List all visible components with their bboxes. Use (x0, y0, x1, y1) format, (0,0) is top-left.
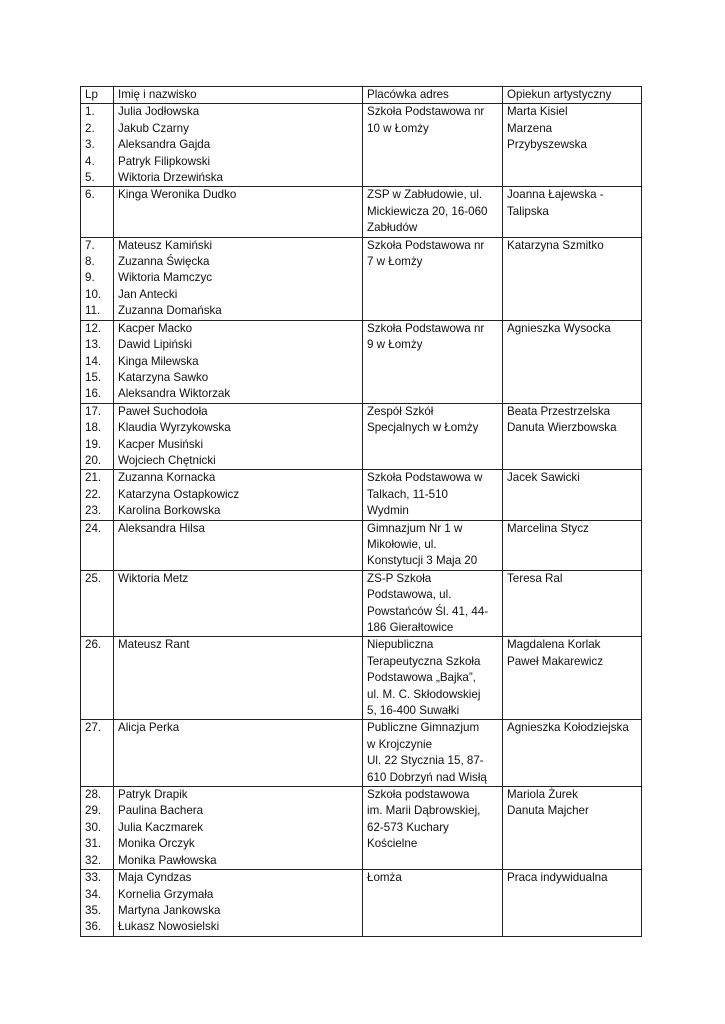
table-row (81, 570, 642, 637)
cell-place (363, 520, 503, 570)
tutor-name: Talipska (507, 204, 549, 218)
cell-names (114, 403, 363, 470)
lp-number: 23. (85, 504, 102, 518)
table-row (81, 720, 642, 787)
lp-number: 26. (85, 638, 102, 652)
table-row (81, 470, 642, 520)
place-address-line: ZS-P Szkoła (367, 571, 432, 585)
participant-name: Wiktoria Metz (118, 571, 189, 585)
participant-name: Dawid Lipiński (118, 338, 193, 352)
lp-number: 2. (85, 121, 95, 135)
place-address-line: Talkach, 11-510 (367, 487, 448, 501)
cell-names (114, 104, 363, 187)
table-body (81, 104, 642, 936)
participant-name: Aleksandra Hilsa (118, 521, 205, 535)
cell-names (114, 787, 363, 870)
table-row (81, 520, 642, 570)
lp-number: 6. (85, 188, 95, 202)
participant-name: Wojciech Chętnicki (118, 453, 216, 467)
place-address-line: 186 Gierałtowice (367, 621, 454, 634)
cell-place (363, 320, 503, 403)
tutor-name: Paweł Makarewicz (507, 654, 603, 668)
place-address-line: Specjalnych w Łomży (367, 421, 479, 435)
table-header-row (81, 87, 642, 104)
cell-tutor (503, 104, 642, 187)
place-address-line: Terapeutyczna Szkoła (367, 654, 481, 668)
participant-name: Łukasz Nowosielski (118, 920, 220, 934)
cell-names (114, 237, 363, 320)
participant-name: Jakub Czarny (118, 121, 189, 135)
cell-tutor (503, 520, 642, 570)
tutor-name: Przybyszewska (507, 138, 587, 152)
lp-number: 10. (85, 287, 102, 301)
place-address-line: 7 w Łomży (367, 255, 423, 269)
cell-names (114, 870, 363, 937)
place-address-line: Konstytucji 3 Maja 20 (367, 554, 478, 568)
tutor-name: Danuta Majcher (507, 804, 589, 818)
place-address-line: Zabłudów (367, 221, 418, 235)
participant-name: Klaudia Wyrzykowska (118, 421, 231, 435)
cell-place (363, 187, 503, 237)
place-address-line: Ul. 22 Stycznia 15, 87- (367, 754, 484, 768)
place-address-line: Szkoła Podstawowa nr (367, 105, 485, 119)
participant-name: Wiktoria Drzewińska (118, 171, 224, 185)
place-address-line: Niepubliczna (367, 638, 434, 652)
participant-name: Katarzyna Sawko (118, 370, 209, 384)
participant-name: Julia Kaczmarek (118, 820, 204, 834)
header-lp: Lp (81, 87, 114, 104)
cell-tutor (503, 187, 642, 237)
tutor-name: Beata Przestrzelska (507, 404, 611, 418)
lp-number: 5. (85, 171, 95, 185)
place-address-line: Podstawowa, ul. (367, 588, 452, 602)
cell-names (114, 187, 363, 237)
participant-name: Julia Jodłowska (118, 105, 200, 119)
cell-tutor (503, 637, 642, 720)
lp-number: 13. (85, 338, 102, 352)
participant-name: Zuzanna Kornacka (118, 471, 216, 485)
table-row (81, 787, 642, 870)
participant-name: Kornelia Grzymała (118, 887, 214, 901)
tutor-name: Danuta Wierzbowska (507, 421, 617, 435)
cell-tutor (503, 720, 642, 787)
place-address-line: Mickiewicza 20, 16-060 (367, 204, 488, 218)
lp-number: 24. (85, 521, 102, 535)
participant-name: Mateusz Kamiński (118, 238, 213, 252)
lp-number: 18. (85, 421, 102, 435)
cell-place (363, 637, 503, 720)
lp-number: 16. (85, 387, 102, 401)
cell-tutor (503, 870, 642, 937)
participant-name: Aleksandra Wiktorzak (118, 387, 231, 401)
cell-place (363, 787, 503, 870)
lp-number: 31. (85, 837, 102, 851)
place-address-line: Szkoła podstawowa (367, 788, 470, 802)
place-address-line: ul. M. C. Skłodowskiej (367, 687, 481, 701)
place-address-line: 62-573 Kuchary (367, 820, 449, 834)
lp-number: 7. (85, 238, 95, 252)
participant-name: Patryk Filipkowski (118, 154, 211, 168)
tutor-name: Marzena (507, 121, 553, 135)
participant-name: Wiktoria Mamczyc (118, 271, 213, 285)
participant-name: Patryk Drapik (118, 788, 188, 802)
table-row (81, 237, 642, 320)
lp-number: 20. (85, 453, 102, 467)
lp-number: 14. (85, 354, 102, 368)
place-address-line: Powstańców Śl. 41, 44- (367, 604, 489, 618)
place-address-line: 610 Dobrzyń nad Wisłą (367, 770, 487, 784)
cell-lp (81, 520, 114, 570)
lp-number: 9. (85, 271, 95, 285)
place-address-line: w Krojczynie (367, 737, 433, 751)
cell-lp (81, 870, 114, 937)
participant-name: Kacper Musiński (118, 437, 204, 451)
place-address-line: ZSP w Zabłudowie, ul. (367, 188, 483, 202)
cell-lp (81, 787, 114, 870)
lp-number: 33. (85, 871, 102, 885)
lp-number: 11. (85, 304, 101, 318)
cell-names (114, 320, 363, 403)
place-address-line: im. Marii Dąbrowskiej, (367, 804, 481, 818)
cell-names (114, 470, 363, 520)
participant-name: Maja Cyndzas (118, 871, 192, 885)
participant-name: Karolina Borkowska (118, 504, 221, 518)
tutor-name: Agnieszka Wysocka (507, 321, 611, 335)
cell-tutor (503, 237, 642, 320)
lp-number: 36. (85, 920, 102, 934)
place-address-line: Gimnazjum Nr 1 w (367, 521, 463, 535)
place-address-line: Kościelne (367, 837, 418, 851)
lp-number: 1. (85, 105, 95, 119)
cell-lp (81, 187, 114, 237)
lp-number: 19. (85, 437, 102, 451)
participant-name: Aleksandra Gajda (118, 138, 211, 152)
lp-number: 35. (85, 903, 102, 917)
lp-number: 32. (85, 853, 102, 867)
participant-name: Katarzyna Ostapkowicz (118, 487, 240, 501)
header-tutor: Opiekun artystyczny (503, 87, 642, 104)
cell-lp (81, 104, 114, 187)
tutor-name: Joanna Łajewska - (507, 188, 604, 202)
tutor-name: Magdalena Korlak (507, 638, 601, 652)
lp-number: 17. (85, 404, 102, 418)
participant-name: Paulina Bachera (118, 804, 204, 818)
cell-names (114, 570, 363, 637)
tutor-name: Marcelina Stycz (507, 521, 589, 535)
participant-name: Alicja Perka (118, 721, 180, 735)
tutor-name: Mariola Żurek (507, 788, 578, 802)
place-address-line: Zespół Szkół (367, 404, 434, 418)
table-row (81, 403, 642, 470)
cell-lp (81, 637, 114, 720)
tutor-name: Teresa Ral (507, 571, 563, 585)
cell-place (363, 104, 503, 187)
cell-tutor (503, 787, 642, 870)
tutor-name: Marta Kisiel (507, 105, 568, 119)
participants-table (80, 86, 642, 937)
place-address-line: Szkoła Podstawowa nr (367, 321, 485, 335)
lp-number: 25. (85, 571, 102, 585)
participant-name: Monika Orczyk (118, 837, 195, 851)
lp-number: 4. (85, 154, 95, 168)
cell-place (363, 570, 503, 637)
place-address-line: Szkoła Podstawowa w (367, 471, 483, 485)
cell-lp (81, 237, 114, 320)
place-address-line: Wydmin (367, 504, 409, 518)
tutor-name: Agnieszka Kołodziejska (507, 721, 629, 735)
table-row (81, 320, 642, 403)
participant-name: Paweł Suchodoła (118, 404, 208, 418)
header-place: Placówka adres (363, 87, 503, 104)
cell-place (363, 470, 503, 520)
place-address-line: Łomża (367, 871, 402, 885)
cell-place (363, 870, 503, 937)
place-address-line: Publiczne Gimnazjum (367, 721, 480, 735)
cell-place (363, 403, 503, 470)
cell-tutor (503, 403, 642, 470)
cell-lp (81, 320, 114, 403)
table-row (81, 637, 642, 720)
lp-number: 12. (85, 321, 102, 335)
lp-number: 8. (85, 255, 95, 269)
lp-number: 21. (85, 471, 102, 485)
participant-name: Martyna Jankowska (118, 903, 221, 917)
place-address-line: 5, 16-400 Suwałki (367, 704, 460, 718)
lp-number: 27. (85, 721, 102, 735)
place-address-line: Podstawowa „Bajka”, (367, 671, 476, 685)
participant-name: Kinga Weronika Dudko (118, 188, 237, 202)
participant-name: Kacper Macko (118, 321, 193, 335)
participant-name: Jan Antecki (118, 287, 178, 301)
cell-tutor (503, 570, 642, 637)
participant-name: Zuzanna Święcka (118, 255, 210, 269)
lp-number: 22. (85, 487, 102, 501)
tutor-name: Jacek Sawicki (507, 471, 580, 485)
lp-number: 29. (85, 804, 102, 818)
cell-lp (81, 403, 114, 470)
place-address-line: Mikołowie, ul. (367, 537, 437, 551)
table-row (81, 104, 642, 187)
lp-number: 30. (85, 820, 102, 834)
cell-names (114, 637, 363, 720)
cell-tutor (503, 320, 642, 403)
place-address-line: 9 w Łomży (367, 338, 423, 352)
cell-lp (81, 470, 114, 520)
place-address-line: Szkoła Podstawowa nr (367, 238, 485, 252)
header-name: Imię i nazwisko (114, 87, 363, 104)
cell-lp (81, 570, 114, 637)
cell-names (114, 520, 363, 570)
place-address-line: 10 w Łomży (367, 121, 429, 135)
cell-lp (81, 720, 114, 787)
cell-names (114, 720, 363, 787)
cell-tutor (503, 470, 642, 520)
lp-number: 28. (85, 788, 102, 802)
participant-name: Mateusz Rant (118, 638, 190, 652)
cell-place (363, 237, 503, 320)
tutor-name: Praca indywidualna (507, 871, 608, 885)
table-row (81, 870, 642, 937)
lp-number: 34. (85, 887, 102, 901)
lp-number: 3. (85, 138, 95, 152)
participant-name: Monika Pawłowska (118, 853, 217, 867)
participant-name: Zuzanna Domańska (118, 304, 222, 318)
table-row (81, 187, 642, 237)
cell-place (363, 720, 503, 787)
lp-number: 15. (85, 370, 102, 384)
participant-name: Kinga Milewska (118, 354, 199, 368)
tutor-name: Katarzyna Szmitko (507, 238, 604, 252)
